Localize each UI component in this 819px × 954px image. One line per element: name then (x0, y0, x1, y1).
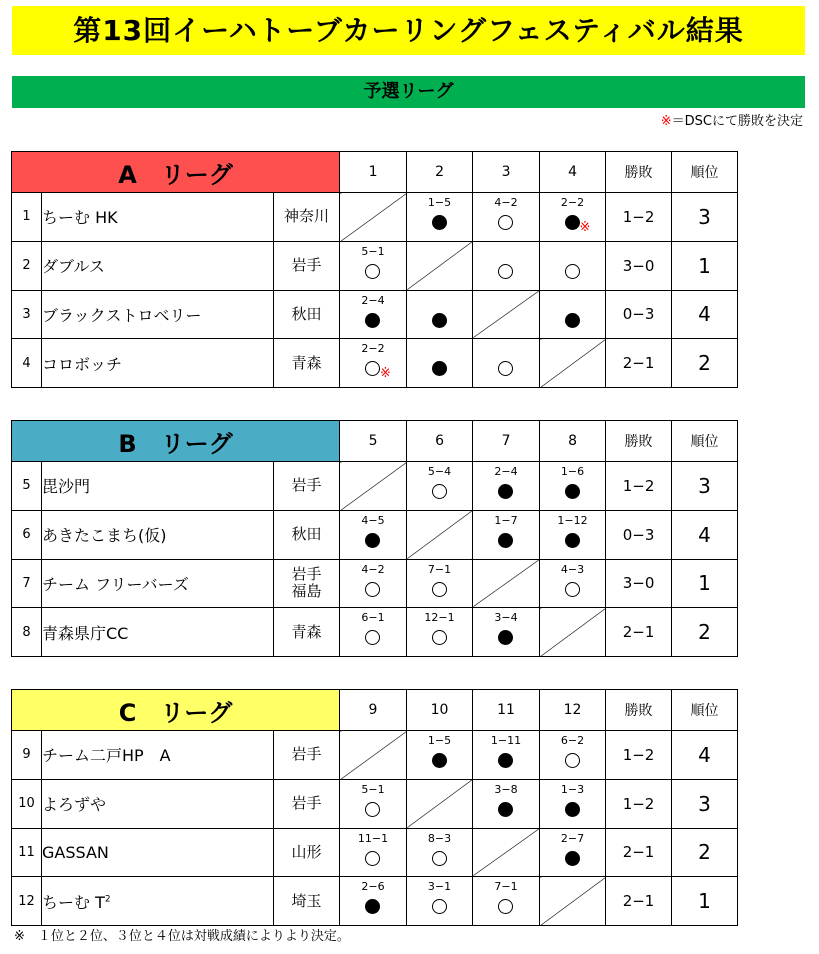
league-table (11, 420, 738, 657)
win-loss-record: 3−0 (606, 559, 672, 608)
match-result-cell (407, 559, 473, 608)
win-circle-icon (432, 851, 447, 866)
team-name (42, 559, 274, 608)
opponent-column-header: 10 (407, 690, 473, 731)
team-rank: 3 (672, 462, 738, 511)
match-result-cell (340, 290, 407, 339)
self-match-cell (540, 339, 606, 388)
match-score: 2−7 (560, 831, 585, 845)
win-circle-icon (365, 802, 380, 817)
opponent-column-header: 1 (340, 152, 407, 193)
match-score: 1−5 (427, 734, 452, 747)
match-score: 4−2 (494, 196, 518, 209)
team-prefecture: 岩手 (274, 779, 340, 828)
team-rank: 3 (672, 779, 738, 828)
team-rank: 1 (672, 559, 738, 608)
match-result-cell (407, 290, 473, 339)
team-prefecture: 青森 (274, 608, 340, 657)
team-rank: 2 (672, 828, 738, 877)
opponent-column-header: 5 (340, 421, 407, 462)
win-circle-icon (365, 851, 380, 866)
league-table (11, 689, 738, 926)
team-name-text: ちーむ T (42, 892, 105, 912)
team-prefecture: 埼玉 (274, 877, 340, 926)
team-number: 6 (12, 510, 42, 559)
team-prefecture: 岩手 (274, 731, 340, 780)
opponent-column-header: 11 (473, 690, 540, 731)
team-number: 11 (12, 828, 42, 877)
win-circle-icon (565, 264, 580, 279)
team-prefecture: 岩手 (274, 462, 340, 511)
self-match-cell (340, 193, 407, 242)
match-result-cell (407, 731, 473, 780)
match-result-cell (407, 462, 473, 511)
loss-circle-icon (365, 533, 380, 548)
match-result-cell (540, 290, 606, 339)
match-result-cell (540, 559, 606, 608)
match-score: 2−6 (361, 880, 385, 894)
dsc-note-mark: ※ (660, 114, 672, 129)
match-score: 12−1 (424, 611, 455, 625)
loss-circle-icon (365, 313, 380, 328)
match-score: 5−1 (361, 782, 385, 796)
match-result-cell (540, 462, 606, 511)
win-loss-record: 1−2 (606, 731, 672, 780)
match-result-cell (473, 510, 540, 559)
team-row (12, 510, 738, 559)
match-score: 1−12 (557, 513, 588, 527)
self-match-cell (407, 779, 473, 828)
loss-circle-icon (565, 802, 580, 817)
team-name-text: コロボッチ (42, 354, 123, 374)
match-score: 2−4 (494, 465, 518, 478)
team-number: 7 (12, 559, 42, 608)
self-match-cell (540, 608, 606, 657)
team-row (12, 193, 738, 242)
match-result-cell (340, 828, 407, 877)
league-header-row (12, 421, 738, 462)
match-score: 2−2 (560, 196, 585, 209)
league-table (11, 151, 738, 388)
team-name (42, 608, 274, 657)
win-circle-icon (365, 630, 380, 645)
opponent-column-header: 7 (473, 421, 540, 462)
team-row (12, 608, 738, 657)
loss-circle-icon (565, 313, 580, 328)
win-loss-record: 1−2 (606, 779, 672, 828)
team-rank: 3 (672, 193, 738, 242)
team-row (12, 241, 738, 290)
team-rank: 1 (672, 877, 738, 926)
team-name-text: あきたこまち(仮) (42, 526, 167, 546)
match-result-cell (540, 828, 606, 877)
team-rank: 2 (672, 339, 738, 388)
match-score: 6−2 (560, 734, 585, 747)
match-score: 6−1 (361, 611, 385, 625)
match-result-cell (340, 877, 407, 926)
team-number: 2 (12, 241, 42, 290)
opponent-column-header: 4 (540, 152, 606, 193)
team-name (42, 828, 274, 877)
team-name-superscript: 2 (104, 894, 111, 905)
team-prefecture: 山形 (274, 828, 340, 877)
match-result-cell (340, 339, 407, 388)
dsc-mark: ※ (380, 366, 391, 382)
loss-circle-icon (565, 533, 580, 548)
self-match-cell (407, 510, 473, 559)
win-circle-icon (565, 582, 580, 597)
match-result-cell (540, 241, 606, 290)
match-score: 1−5 (427, 196, 452, 209)
match-result-cell (473, 241, 540, 290)
page-title: 第13回イーハトーブカーリングフェスティバル結果 (12, 6, 805, 55)
loss-circle-icon (498, 802, 513, 817)
match-score: 7−1 (427, 562, 452, 576)
match-result-cell (407, 193, 473, 242)
win-loss-record: 0−3 (606, 510, 672, 559)
loss-circle-icon (498, 753, 513, 768)
match-score: 4−3 (560, 562, 585, 576)
loss-circle-icon (565, 851, 580, 866)
match-score: 1−6 (560, 465, 585, 478)
win-circle-icon (365, 264, 380, 279)
match-result-cell (340, 559, 407, 608)
team-name (42, 462, 274, 511)
team-rank: 4 (672, 290, 738, 339)
team-prefecture: 神奈川 (274, 193, 340, 242)
team-prefecture: 青森 (274, 339, 340, 388)
match-score: 1−11 (490, 734, 522, 747)
match-result-cell (340, 779, 407, 828)
win-loss-record: 3−0 (606, 241, 672, 290)
win-circle-icon (365, 582, 380, 597)
match-result-cell (540, 731, 606, 780)
team-number: 12 (12, 877, 42, 926)
team-number: 3 (12, 290, 42, 339)
win-loss-header: 勝敗 (606, 690, 672, 731)
team-name (42, 290, 274, 339)
match-result-cell (473, 462, 540, 511)
team-rank: 1 (672, 241, 738, 290)
team-name-text: 毘沙門 (42, 477, 91, 497)
opponent-column-header: 9 (340, 690, 407, 731)
team-name (42, 510, 274, 559)
match-result-cell (473, 608, 540, 657)
team-name-text: ブラックストロベリー (42, 305, 202, 325)
win-loss-record: 2−1 (606, 608, 672, 657)
loss-circle-icon (565, 484, 580, 499)
win-circle-icon (498, 361, 513, 376)
dsc-note (661, 110, 803, 129)
rank-header: 順位 (672, 421, 738, 462)
league-header-row (12, 152, 738, 193)
team-name-text: ダブルス (42, 257, 105, 277)
match-result-cell (473, 193, 540, 242)
match-result-cell (340, 241, 407, 290)
dsc-note-text: ＝DSCにて勝敗を決定 (671, 114, 803, 129)
team-name-text: ちーむ HK (42, 208, 118, 228)
team-prefecture: 岩手 (274, 241, 340, 290)
match-score: 4−2 (361, 562, 385, 576)
match-score: 4−5 (361, 513, 385, 527)
team-row (12, 559, 738, 608)
league-name: A リーグ (12, 152, 340, 193)
match-score: 2−4 (361, 293, 385, 307)
team-number: 9 (12, 731, 42, 780)
team-rank: 4 (672, 731, 738, 780)
loss-circle-icon (365, 899, 380, 914)
team-number: 10 (12, 779, 42, 828)
win-loss-record: 2−1 (606, 828, 672, 877)
win-circle-icon (565, 753, 580, 768)
match-result-cell (473, 779, 540, 828)
team-rank: 4 (672, 510, 738, 559)
team-number: 1 (12, 193, 42, 242)
opponent-column-header: 6 (407, 421, 473, 462)
loss-circle-icon (565, 215, 580, 230)
match-score: 2−2 (361, 342, 385, 356)
self-match-cell (407, 241, 473, 290)
loss-circle-icon (498, 484, 513, 499)
team-number: 4 (12, 339, 42, 388)
team-row (12, 462, 738, 511)
match-score: 3−4 (494, 611, 518, 625)
team-prefecture: 秋田 (274, 290, 340, 339)
team-number: 8 (12, 608, 42, 657)
match-result-cell (473, 339, 540, 388)
win-circle-icon (432, 630, 447, 645)
league-name: C リーグ (12, 690, 340, 731)
team-name-text: チーム二戸HP A (42, 746, 171, 766)
win-circle-icon (432, 484, 447, 499)
footnote: ※ １位と２位、３位と４位は対戦成績によりより決定。 (14, 929, 350, 944)
team-rank: 2 (672, 608, 738, 657)
team-name (42, 339, 274, 388)
win-loss-record: 1−2 (606, 193, 672, 242)
match-score: 8−3 (427, 831, 452, 845)
win-circle-icon (498, 215, 513, 230)
match-result-cell (540, 510, 606, 559)
team-prefecture: 秋田 (274, 510, 340, 559)
match-result-cell (540, 193, 606, 242)
self-match-cell (473, 828, 540, 877)
win-circle-icon (432, 582, 447, 597)
team-name (42, 779, 274, 828)
match-score: 7−1 (494, 880, 518, 894)
team-name (42, 241, 274, 290)
match-score: 5−1 (361, 244, 385, 258)
match-result-cell (407, 877, 473, 926)
league-name: B リーグ (12, 421, 340, 462)
loss-circle-icon (432, 313, 447, 328)
team-row (12, 731, 738, 780)
match-result-cell (540, 779, 606, 828)
self-match-cell (473, 290, 540, 339)
team-name-text: よろずや (42, 795, 107, 815)
stage-banner: 予選リーグ (12, 76, 805, 108)
team-row (12, 828, 738, 877)
opponent-column-header: 12 (540, 690, 606, 731)
match-score: 1−3 (560, 782, 585, 796)
match-score: 3−1 (427, 880, 452, 894)
team-number: 5 (12, 462, 42, 511)
team-name-text: チーム フリーバーズ (42, 574, 189, 594)
match-result-cell (473, 877, 540, 926)
win-circle-icon (498, 899, 513, 914)
match-score: 3−8 (494, 782, 518, 796)
win-loss-record: 0−3 (606, 290, 672, 339)
team-name (42, 731, 274, 780)
win-loss-header: 勝敗 (606, 421, 672, 462)
team-name (42, 193, 274, 242)
match-result-cell (407, 608, 473, 657)
win-loss-record: 2−1 (606, 339, 672, 388)
win-loss-record: 2−1 (606, 877, 672, 926)
loss-circle-icon (498, 533, 513, 548)
loss-circle-icon (432, 753, 447, 768)
match-result-cell (340, 510, 407, 559)
team-name (42, 877, 274, 926)
team-name-text: 青森県庁CC (42, 623, 129, 643)
match-score: 1−7 (494, 513, 518, 527)
opponent-column-header: 3 (473, 152, 540, 193)
team-prefecture: 岩手 福島 (274, 559, 340, 608)
team-row (12, 290, 738, 339)
team-row (12, 339, 738, 388)
loss-circle-icon (498, 630, 513, 645)
opponent-column-header: 2 (407, 152, 473, 193)
match-score: 11−1 (357, 831, 389, 845)
dsc-mark: ※ (579, 220, 591, 235)
team-row (12, 779, 738, 828)
win-circle-icon (432, 899, 447, 914)
win-loss-header: 勝敗 (606, 152, 672, 193)
win-loss-record: 1−2 (606, 462, 672, 511)
match-result-cell (407, 339, 473, 388)
rank-header: 順位 (672, 152, 738, 193)
loss-circle-icon (432, 361, 447, 376)
match-result-cell (407, 828, 473, 877)
match-result-cell (340, 608, 407, 657)
match-result-cell (473, 731, 540, 780)
loss-circle-icon (432, 215, 447, 230)
win-circle-icon (365, 361, 380, 376)
self-match-cell (473, 559, 540, 608)
team-row (12, 877, 738, 926)
team-name-text: GASSAN (42, 842, 109, 862)
league-header-row (12, 690, 738, 731)
win-circle-icon (498, 264, 513, 279)
opponent-column-header: 8 (540, 421, 606, 462)
match-score: 5−4 (427, 465, 452, 478)
self-match-cell (340, 731, 407, 780)
rank-header: 順位 (672, 690, 738, 731)
self-match-cell (540, 877, 606, 926)
self-match-cell (340, 462, 407, 511)
